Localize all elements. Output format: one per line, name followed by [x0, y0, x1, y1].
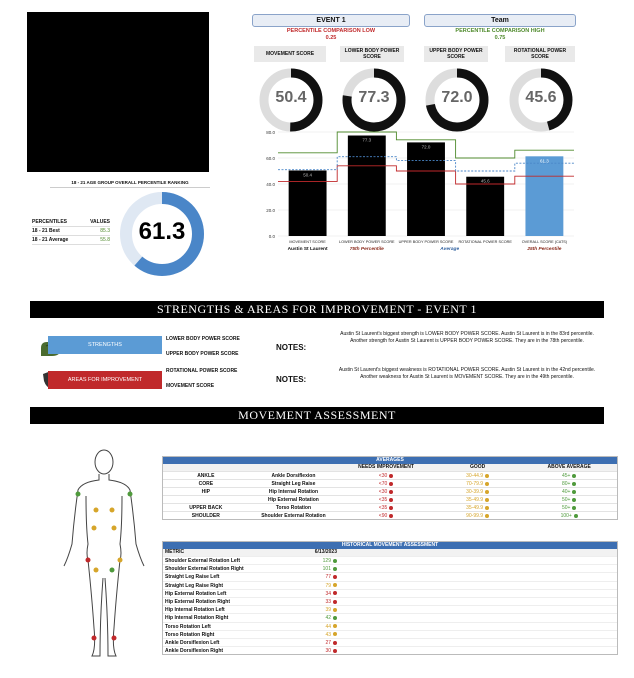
value-cell: [309, 647, 337, 654]
needs-improvement-cell: [338, 512, 434, 519]
needs-improvement-cell-text: <35: [378, 497, 388, 503]
needs-improvement-cell: [338, 496, 434, 503]
status-dot: [574, 514, 578, 518]
value-text: 43: [325, 631, 331, 638]
group-cell: [163, 480, 249, 487]
bar: [289, 170, 327, 236]
row-value: 55.8: [100, 237, 110, 243]
table-row: [163, 503, 617, 511]
above-average-cell-text: 45+: [561, 473, 571, 479]
status-dot: [389, 514, 393, 518]
averages-header: [163, 464, 617, 471]
status-dot: [333, 575, 337, 579]
table-row: [163, 471, 617, 479]
good-cell: [434, 512, 522, 519]
status-dot: [333, 608, 337, 612]
row-label: 18 - 21 Average: [32, 237, 69, 243]
percentile-low-value: 0.25: [325, 35, 337, 41]
good-cell: [434, 488, 522, 495]
above-average-cell-text: 100+: [560, 513, 572, 519]
test-cell: [249, 512, 339, 519]
table-row: [163, 589, 617, 597]
test-cell: [249, 480, 339, 487]
metric-cell: Hip External Rotation Left: [165, 590, 227, 597]
bar-data-label: 61.3: [540, 158, 549, 164]
percentile-low-label: PERCENTILE COMPARISON LOW: [286, 28, 376, 34]
status-dot: [389, 474, 393, 478]
status-dot: [333, 583, 337, 587]
above-average-header: ABOVE AVERAGE: [547, 464, 591, 470]
status-dot: [572, 498, 576, 502]
group-cell-text: CORE: [198, 481, 214, 487]
table-row: [163, 622, 617, 630]
group-cell-text: SHOULDER: [191, 513, 220, 519]
value-cell: [309, 565, 337, 572]
value-cell: [309, 590, 337, 597]
x-tick-label: MOVEMENT SCORE: [289, 240, 326, 244]
status-dot: [485, 482, 489, 486]
table-row: [163, 638, 617, 646]
good-cell: [434, 480, 522, 487]
value-cell: [309, 639, 337, 646]
improvement-1: ROTATIONAL POWER SCORE: [166, 368, 238, 374]
needs-improvement-cell: [338, 488, 434, 495]
value-text: 77: [325, 574, 331, 581]
table-row: [163, 613, 617, 621]
x-tick-label: ROTATIONAL POWER SCORE: [458, 240, 512, 244]
status-dot: [485, 498, 489, 502]
team-pill: Team: [424, 14, 576, 27]
value-cell: [309, 614, 337, 621]
value-text: 30: [325, 648, 331, 655]
status-dot: [333, 641, 337, 645]
metric-cell: Shoulder External Rotation Right: [165, 566, 244, 573]
value-cell: [309, 582, 337, 589]
above-average-cell-text: 50+: [561, 497, 571, 503]
good-cell-text: 30-39.9: [466, 489, 484, 495]
averages-title: AVERAGES: [163, 457, 617, 464]
above-average-cell-text: 80+: [561, 481, 571, 487]
value-text: 44: [325, 623, 331, 630]
status-dot: [572, 490, 576, 494]
test-cell-text: Shoulder External Rotation: [261, 513, 326, 519]
table-row: [163, 581, 617, 589]
table-row: [163, 564, 617, 572]
athlete-photo: [27, 12, 209, 172]
above-average-cell: [521, 512, 617, 519]
gauge-movement: [258, 67, 324, 133]
status-dot: [389, 490, 393, 494]
bar-data-label: 77.3: [362, 137, 372, 143]
score-label-rotational: ROTATIONAL POWER SCORE: [505, 46, 575, 62]
status-dot: [389, 482, 393, 486]
bar: [466, 177, 504, 236]
x-tick-label: UPPER BODY POWER SCORE: [398, 240, 454, 244]
strengths-tag: STRENGTHS: [48, 336, 162, 354]
bar-data-label: 45.6: [480, 178, 490, 184]
metric-cell: Ankle Dorsiflexion Left: [165, 639, 220, 646]
value-text: 39: [325, 607, 331, 614]
history-table: [162, 541, 618, 655]
overall-gauge: [118, 190, 206, 278]
metric-cell: Ankle Dorsiflexion Right: [165, 648, 224, 655]
value-text: 34: [325, 590, 331, 597]
gauge-upper-body: [424, 67, 490, 133]
ranking-title: 18 - 21 AGE GROUP OVERALL PERCENTILE RANKING: [50, 180, 210, 188]
movement-banner: MOVEMENT ASSESSMENT: [30, 407, 604, 424]
test-cell: [249, 488, 339, 495]
percentiles-header: PERCENTILES: [32, 219, 68, 225]
y-tick-label: 60.0: [266, 156, 275, 161]
needs-improvement-cell: [338, 480, 434, 487]
above-average-cell-text: 50+: [561, 505, 571, 511]
averages-table: [162, 456, 618, 520]
good-cell-text: 70-79.9: [466, 481, 484, 487]
metric-header: METRIC: [165, 549, 185, 555]
good-cell-text: 30-44.9: [466, 473, 484, 479]
x-note-left: Austin St Laurent: [287, 247, 328, 252]
above-average-cell: [521, 480, 617, 487]
value-text: 33: [325, 598, 331, 605]
event-pill: EVENT 1: [252, 14, 410, 27]
score-label-lower-body: LOWER BODY POWER SCORE: [340, 46, 404, 62]
metric-cell: Hip Internal Rotation Left: [165, 607, 225, 614]
body-diagram: [56, 448, 152, 666]
above-average-cell: [521, 488, 617, 495]
percentile-high-value: 0.75: [494, 35, 506, 41]
test-cell-text: Hip External Rotation: [268, 497, 319, 503]
table-row: [163, 572, 617, 580]
metric-cell: Straight Leg Raise Right: [165, 582, 224, 589]
good-cell-text: 90-99.9: [466, 513, 484, 519]
value-text: 129: [322, 558, 331, 564]
gauge-lower-body: [341, 67, 407, 133]
table-row: [163, 646, 617, 654]
above-average-cell: [521, 496, 617, 503]
value-cell: [309, 598, 337, 605]
value-cell: [309, 557, 337, 564]
bar-data-label: 72.0: [421, 144, 431, 150]
status-dot: [333, 559, 337, 563]
table-row: [163, 479, 617, 487]
metric-cell: Shoulder External Rotation Left: [165, 558, 241, 564]
above-average-cell: [521, 504, 617, 511]
status-dot: [485, 514, 489, 518]
bar: [525, 156, 563, 236]
status-dot: [333, 600, 337, 604]
test-cell: [249, 472, 339, 479]
notes-strengths: Austin St Laurent's biggest strength is LOWER BODY POWER SCORE. Austin St Laurent is in the 83rd percentile. Another strength for Austin St Laurent is UPPER BODY POWER SCORE. They are in the 78th percentile.: [340, 331, 594, 344]
bar-data-label: 50.4: [303, 172, 312, 178]
status-dot: [485, 474, 489, 478]
test-cell-text: Straight Leg Raise: [271, 481, 316, 487]
improvement-2: MOVEMENT SCORE: [166, 383, 215, 389]
status-dot: [333, 567, 337, 571]
good-cell: [434, 496, 522, 503]
bar: [348, 136, 386, 236]
y-tick-label: 80.0: [266, 130, 275, 135]
needs-improvement-cell-text: <90: [378, 513, 388, 519]
strength-2: UPPER BODY POWER SCORE: [166, 351, 239, 357]
table-row: [163, 487, 617, 495]
test-cell: [249, 496, 339, 503]
bar: [407, 142, 445, 236]
status-dot: [572, 474, 576, 478]
date-header: 6/13/2023: [314, 549, 337, 555]
improvement-tag: AREAS FOR IMPROVEMENT: [48, 371, 162, 389]
group-cell: [163, 488, 249, 495]
group-cell: [163, 512, 249, 519]
gauge-value: 45.6: [525, 89, 557, 106]
status-dot: [485, 506, 489, 510]
notes-improvement: Austin St Laurent's biggest weakness is ROTATIONAL POWER SCORE. Austin St Laurent is in the 42nd percentile. Another weakness for Austin St Laurent is MOVEMENT SCORE. They are in the 49th percentile.: [338, 367, 596, 380]
value-cell: [309, 573, 337, 580]
needs-improvement-cell-text: <35: [378, 505, 388, 511]
status-dot: [333, 649, 337, 653]
values-header: VALUES: [90, 219, 110, 225]
notes-label-improvement: NOTES:: [276, 375, 307, 384]
status-dot: [572, 482, 576, 486]
good-header: GOOD: [469, 464, 486, 470]
status-dot: [333, 624, 337, 628]
y-tick-label: 20.0: [266, 208, 275, 213]
needs-improvement-cell-text: <70: [378, 481, 388, 487]
test-cell-text: Torso Rotation: [275, 505, 312, 511]
needs-improvement-cell: [338, 504, 434, 511]
group-cell: [163, 472, 249, 479]
metric-cell: Hip External Rotation Right: [165, 598, 230, 605]
good-cell-text: 35-49.9: [466, 497, 484, 503]
table-row: [163, 511, 617, 519]
status-dot: [333, 616, 337, 620]
table-row: [163, 630, 617, 638]
history-header: [163, 549, 617, 556]
value-text: 79: [325, 582, 331, 589]
status-dot: [389, 498, 393, 502]
value-text: 27: [325, 639, 331, 646]
status-dot: [333, 632, 337, 636]
metric-cell: Hip Internal Rotation Right: [165, 615, 229, 622]
gauge-value: 72.0: [441, 89, 473, 106]
metric-cell: Straight Leg Raise Left: [165, 574, 220, 581]
group-cell-text: HIP: [201, 489, 210, 495]
table-row: [163, 495, 617, 503]
value-cell: [309, 631, 337, 638]
status-dot: [389, 506, 393, 510]
good-cell: [434, 472, 522, 479]
needs-improvement-cell-text: <30: [378, 473, 388, 479]
status-dot: [572, 506, 576, 510]
history-title: HISTORICAL MOVEMENT ASSESSMENT: [163, 542, 617, 549]
value-text: 101: [322, 566, 331, 573]
percentile-high-label: PERCENTILE COMPARISON HIGH: [455, 28, 545, 34]
table-row: [163, 556, 617, 564]
status-dot: [485, 490, 489, 494]
y-tick-label: 0.0: [268, 234, 275, 239]
percentile-table: [32, 218, 110, 245]
row-label: 18 - 21 Best: [32, 228, 60, 234]
score-label-movement: MOVEMENT SCORE: [254, 46, 326, 62]
notes-label-strengths: NOTES:: [276, 343, 307, 352]
status-dot: [333, 591, 337, 595]
x-note-p25: 25th Percentile: [527, 247, 562, 252]
score-bar-chart: [250, 128, 580, 276]
strength-1: LOWER BODY POWER SCORE: [166, 336, 240, 342]
group-cell: [163, 504, 249, 511]
test-cell-text: Hip Internal Rotation: [268, 489, 319, 495]
needs-improvement-header: NEEDS IMPROVEMENT: [358, 464, 414, 470]
table-row: [32, 227, 110, 236]
gauge-value: 77.3: [358, 89, 390, 106]
value-text: 42: [325, 615, 331, 622]
group-cell: [163, 496, 249, 503]
group-cell-text: ANKLE: [197, 473, 215, 479]
needs-improvement-cell: [338, 472, 434, 479]
row-value: 85.3: [100, 228, 110, 234]
x-tick-label: OVERALL SCORE (CATS): [521, 240, 568, 244]
above-average-cell-text: 40+: [561, 489, 571, 495]
good-cell-text: 35-49.9: [466, 505, 484, 511]
y-tick-label: 40.0: [266, 182, 275, 187]
gauge-rotational: [508, 67, 574, 133]
overall-value: 61.3: [138, 218, 186, 245]
above-average-cell: [521, 472, 617, 479]
group-cell-text: UPPER BACK: [189, 505, 223, 511]
table-row: [32, 236, 110, 245]
score-label-upper-body: UPPER BODY POWER SCORE: [424, 46, 488, 62]
value-cell: [309, 606, 337, 613]
table-row: [163, 597, 617, 605]
test-cell-text: Ankle Dorsiflexion: [271, 473, 316, 479]
x-tick-label: LOWER BODY POWER SCORE: [338, 240, 395, 244]
metric-cell: Torso Rotation Left: [165, 623, 211, 630]
table-row: [163, 605, 617, 613]
x-note-p75: 75th Percentile: [349, 247, 384, 252]
test-cell: [249, 504, 339, 511]
good-cell: [434, 504, 522, 511]
percentile-table-header: [32, 218, 110, 227]
gauge-value: 50.4: [275, 89, 307, 106]
x-note-avg: Average: [440, 247, 460, 252]
metric-cell: Torso Rotation Right: [165, 631, 215, 638]
strengths-banner: STRENGTHS & AREAS FOR IMPROVEMENT - EVENT 1: [30, 301, 604, 318]
needs-improvement-cell-text: <30: [378, 489, 388, 495]
value-cell: [309, 623, 337, 630]
